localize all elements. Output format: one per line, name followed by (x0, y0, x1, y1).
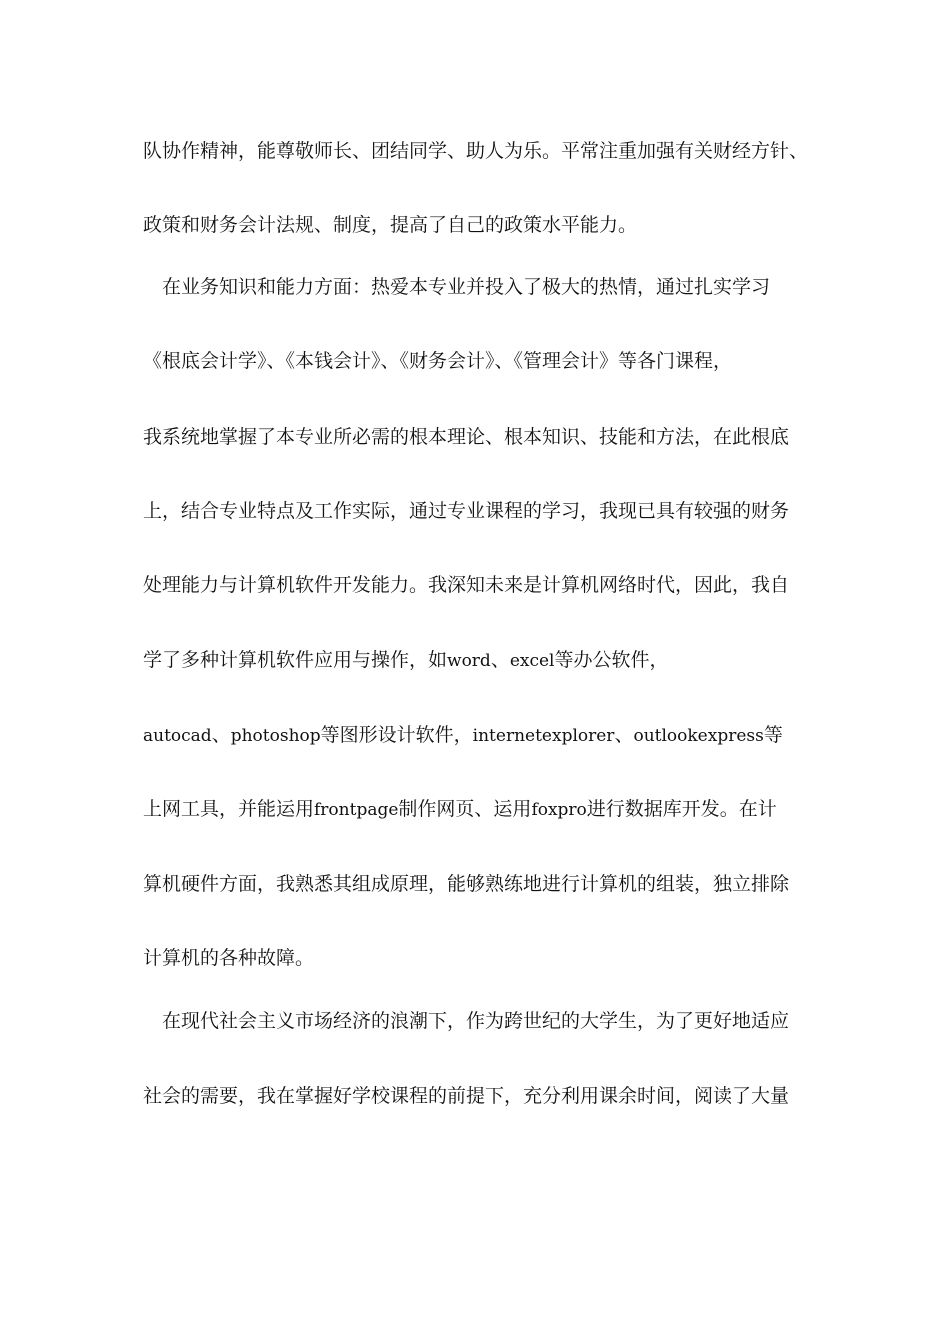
latin-term: excel (509, 651, 555, 671)
text-line: 队协作精神，能尊敬师长、团结同学、助人为乐。平常注重加强有关财经方针、 (143, 140, 809, 162)
latin-term: foxpro (531, 800, 587, 820)
latin-term: photoshop (230, 726, 321, 746)
text-line: 上，结合专业特点及工作实际，通过专业课程的学习，我现已具有较强的财务 (143, 500, 790, 522)
latin-term: autocad (143, 726, 212, 746)
text-line: 社会的需要，我在掌握好学校课程的前提下，充分利用课余时间，阅读了大量 (143, 1085, 790, 1107)
text-line: autocad、photoshop等图形设计软件，internetexplorer、outlookexpress等 (143, 724, 783, 746)
paragraph-start-line: 在业务知识和能力方面：热爱本专业并投入了极大的热情，通过扎实学习 (162, 276, 771, 298)
latin-term: frontpage (314, 800, 399, 820)
text-line: 处理能力与计算机软件开发能力。我深知未来是计算机网络时代，因此，我自 (143, 574, 790, 596)
latin-term: word (447, 651, 491, 671)
latin-term: internetexplorer (472, 726, 615, 746)
text-line: 学了多种计算机软件应用与操作，如word、excel等办公软件， (143, 649, 669, 671)
paragraph-start-line: 在现代社会主义市场经济的浪潮下，作为跨世纪的大学生，为了更好地适应 (162, 1010, 790, 1032)
text-line: 政策和财务会计法规、制度，提高了自己的政策水平能力。 (143, 214, 638, 236)
text-line: 计算机的各种故障。 (143, 947, 315, 969)
text-line: 我系统地掌握了本专业所必需的根本理论、根本知识、技能和方法，在此根底 (143, 426, 790, 448)
text-line: 上网工具，并能运用frontpage制作网页、运用foxpro进行数据库开发。在计 (143, 798, 777, 820)
latin-term: outlookexpress (633, 726, 764, 746)
text-line: 《根底会计学》、《本钱会计》、《财务会计》、《管理会计》等各门课程， (143, 350, 733, 372)
text-line: 算机硬件方面，我熟悉其组成原理，能够熟练地进行计算机的组装，独立排除 (143, 873, 790, 895)
